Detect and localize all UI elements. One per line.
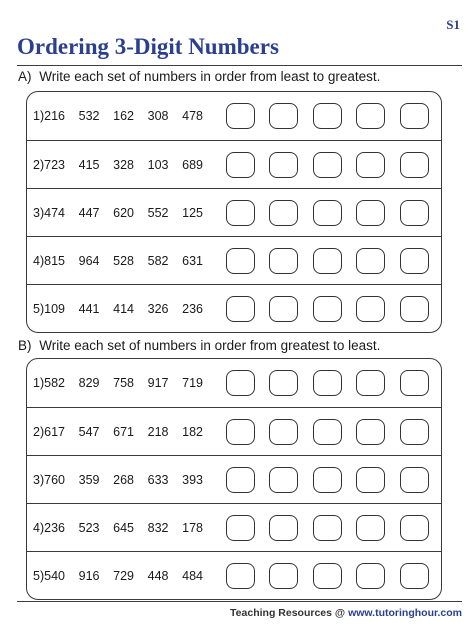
section-a-panel	[26, 91, 442, 333]
section-b-letter: B)	[18, 338, 32, 353]
answer-box[interactable]	[269, 248, 298, 274]
answer-boxes	[226, 103, 442, 129]
number-value: 448	[147, 568, 169, 583]
answer-box[interactable]	[356, 370, 385, 396]
number-value: 916	[78, 568, 100, 583]
number-value: 532	[78, 109, 100, 123]
problem-number: 1)	[33, 109, 45, 123]
footer-url[interactable]: www.tutoringhour.com	[348, 607, 462, 619]
number-value: 218	[147, 424, 169, 439]
problem-row	[27, 140, 441, 188]
answer-box[interactable]	[269, 419, 298, 445]
answer-boxes	[226, 515, 442, 541]
number-value: 474	[44, 205, 65, 220]
answer-box[interactable]	[226, 467, 255, 493]
number-set	[44, 302, 217, 316]
answer-box[interactable]	[356, 152, 385, 178]
number-value: 689	[182, 157, 203, 172]
section-a-instruction-text: Write each set of numbers in order from least to greatest.	[39, 69, 381, 84]
number-value: 633	[147, 472, 169, 487]
answer-box[interactable]	[356, 200, 385, 226]
answer-box[interactable]	[356, 103, 385, 129]
answer-box[interactable]	[400, 296, 429, 322]
answer-boxes	[226, 419, 442, 445]
number-value: 528	[113, 253, 134, 268]
answer-box[interactable]	[400, 467, 429, 493]
number-value: 582	[44, 376, 65, 390]
number-set	[44, 109, 217, 123]
answer-boxes	[226, 200, 442, 226]
number-set	[44, 376, 217, 390]
problem-row	[27, 455, 441, 503]
number-set	[44, 569, 217, 583]
number-value: 582	[147, 253, 169, 268]
number-value: 326	[147, 301, 169, 316]
number-value: 415	[78, 157, 100, 172]
answer-box[interactable]	[269, 152, 298, 178]
answer-box[interactable]	[313, 370, 342, 396]
sheet-code: S1	[446, 17, 460, 32]
footer-divider	[17, 601, 462, 602]
answer-box[interactable]	[313, 248, 342, 274]
number-value: 552	[147, 205, 169, 220]
number-value: 964	[78, 253, 100, 268]
problem-number: 4)	[33, 520, 45, 535]
answer-box[interactable]	[400, 103, 429, 129]
number-value: 758	[113, 376, 134, 390]
answer-box[interactable]	[226, 200, 255, 226]
answer-box[interactable]	[400, 515, 429, 541]
number-value: 393	[182, 472, 203, 487]
answer-box[interactable]	[226, 515, 255, 541]
number-value: 547	[78, 424, 100, 439]
answer-box[interactable]	[400, 419, 429, 445]
number-value: 523	[78, 520, 100, 535]
number-set	[44, 254, 217, 268]
answer-box[interactable]	[313, 467, 342, 493]
answer-box[interactable]	[313, 515, 342, 541]
answer-box[interactable]	[400, 248, 429, 274]
answer-box[interactable]	[269, 370, 298, 396]
number-value: 719	[182, 376, 203, 390]
problem-number: 3)	[33, 205, 45, 220]
answer-box[interactable]	[226, 103, 255, 129]
answer-box[interactable]	[400, 563, 429, 589]
answer-box[interactable]	[356, 515, 385, 541]
section-b-instruction-text: Write each set of numbers in order from greatest to least.	[39, 338, 381, 353]
page-title: Ordering 3-Digit Numbers	[17, 34, 279, 59]
number-value: 447	[78, 205, 100, 220]
answer-box[interactable]	[226, 419, 255, 445]
number-value: 760	[44, 472, 65, 487]
number-set	[44, 473, 217, 487]
number-set	[44, 206, 217, 220]
number-value: 631	[182, 253, 203, 268]
answer-box[interactable]	[269, 103, 298, 129]
number-value: 484	[182, 568, 203, 583]
answer-box[interactable]	[313, 296, 342, 322]
answer-box[interactable]	[313, 103, 342, 129]
number-value: 103	[147, 157, 169, 172]
answer-box[interactable]	[226, 563, 255, 589]
problem-row	[27, 188, 441, 236]
section-b-panel	[26, 358, 442, 600]
answer-box[interactable]	[356, 248, 385, 274]
problem-row	[27, 92, 441, 140]
answer-box[interactable]	[356, 467, 385, 493]
answer-box[interactable]	[313, 152, 342, 178]
number-value: 328	[113, 157, 134, 172]
answer-box[interactable]	[269, 563, 298, 589]
problem-number: 2)	[33, 424, 45, 439]
answer-boxes	[226, 152, 442, 178]
answer-box[interactable]	[269, 200, 298, 226]
number-value: 236	[182, 301, 203, 316]
number-value: 414	[113, 301, 134, 316]
footer	[230, 607, 462, 619]
number-value: 832	[147, 520, 169, 535]
footer-label: Teaching Resources @	[230, 607, 346, 619]
problem-number: 5)	[33, 301, 45, 316]
answer-boxes	[226, 248, 442, 274]
answer-box[interactable]	[313, 200, 342, 226]
answer-box[interactable]	[400, 152, 429, 178]
problem-number: 2)	[33, 157, 45, 172]
answer-box[interactable]	[356, 563, 385, 589]
number-value: 729	[113, 568, 134, 583]
problem-number: 5)	[33, 568, 45, 583]
number-value: 236	[44, 520, 65, 535]
answer-box[interactable]	[269, 296, 298, 322]
number-value: 182	[182, 424, 203, 439]
number-set	[44, 521, 217, 535]
problem-row	[27, 284, 441, 332]
answer-boxes	[226, 467, 442, 493]
number-value: 478	[182, 109, 203, 123]
number-value: 359	[78, 472, 100, 487]
problem-row	[27, 407, 441, 455]
answer-box[interactable]	[356, 296, 385, 322]
title-divider	[17, 65, 462, 66]
number-set	[44, 158, 217, 172]
number-value: 268	[113, 472, 134, 487]
answer-box[interactable]	[400, 200, 429, 226]
answer-box[interactable]	[356, 419, 385, 445]
answer-box[interactable]	[313, 419, 342, 445]
problem-row	[27, 551, 441, 599]
number-value: 178	[182, 520, 203, 535]
number-value: 441	[78, 301, 100, 316]
answer-box[interactable]	[269, 467, 298, 493]
answer-box[interactable]	[313, 563, 342, 589]
answer-boxes	[226, 563, 442, 589]
problem-row	[27, 359, 441, 407]
problem-row	[27, 503, 441, 551]
answer-box[interactable]	[226, 296, 255, 322]
answer-box[interactable]	[269, 515, 298, 541]
section-a-instruction	[18, 69, 380, 84]
number-value: 815	[44, 253, 65, 268]
number-value: 829	[78, 376, 100, 390]
number-value: 109	[44, 301, 65, 316]
number-set	[44, 425, 217, 439]
section-a-letter: A)	[18, 69, 32, 84]
answer-boxes	[226, 370, 442, 396]
problem-number: 1)	[33, 376, 45, 390]
number-value: 620	[113, 205, 134, 220]
number-value: 671	[113, 424, 134, 439]
number-value: 125	[182, 205, 203, 220]
section-b-instruction	[18, 338, 380, 353]
answer-box[interactable]	[226, 370, 255, 396]
answer-boxes	[226, 296, 442, 322]
problem-number: 3)	[33, 472, 45, 487]
number-value: 723	[44, 157, 65, 172]
number-value: 917	[147, 376, 169, 390]
number-value: 308	[147, 109, 169, 123]
number-value: 540	[44, 568, 65, 583]
answer-box[interactable]	[226, 152, 255, 178]
number-value: 162	[113, 109, 134, 123]
answer-box[interactable]	[400, 370, 429, 396]
number-value: 617	[44, 424, 65, 439]
number-value: 216	[44, 109, 65, 123]
problem-row	[27, 236, 441, 284]
number-value: 645	[113, 520, 134, 535]
answer-box[interactable]	[226, 248, 255, 274]
problem-number: 4)	[33, 253, 45, 268]
